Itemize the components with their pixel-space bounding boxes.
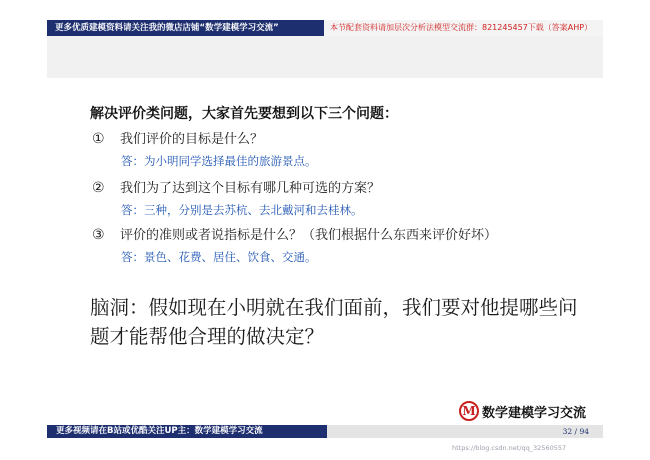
footer-promo-text: 更多视频请在B站或优酷关注UP主：数学建模学习交流 [47,425,327,438]
m-circle-logo-icon: M [459,401,479,421]
question-1 [92,128,263,147]
slide-heading: 解决评价类问题，大家首先要想到以下三个问题： [90,106,398,122]
answer-2: 答：三种，分别是去苏杭、去北戴河和去桂林。 [121,203,363,217]
question-text: 我们评价的目标是什么？ [120,132,264,147]
watermark-text: https://blog.csdn.net/qq_32560557 [452,444,567,452]
brand-logo-text: 数学建模学习交流 [482,405,587,421]
question-number: ③ [92,227,105,243]
footer-bar [47,425,603,438]
question-number: ② [92,180,105,196]
question-text: 我们为了达到这个目标有哪几种可选的方案？ [120,181,381,196]
page-number: 32 / 94 [562,427,589,436]
top-banner-group-text: 本节配套资料请加层次分析法模型交流群：821245457下载（答案AHP） [324,20,603,36]
answer-1: 答：为小明同学选择最佳的旅游景点。 [121,154,317,168]
brainstorm-text: 脑洞：假如现在小明就在我们面前，我们要对他提哪些问题才能帮他合理的做决定？ [90,296,578,348]
top-banner-promo-text: 更多优质建模资料请关注我的微店店铺“数学建模学习交流” [47,20,324,36]
answer-3: 答：景色、花费、居住、饮食、交通。 [121,250,317,264]
question-text: 评价的准则或者说指标是什么？（我们根据什么东西来评价好坏） [120,228,498,243]
question-2 [92,177,380,196]
question-number: ① [92,131,105,147]
question-3 [92,224,497,243]
brand-logo [459,400,586,422]
footer-right-band [327,425,603,438]
